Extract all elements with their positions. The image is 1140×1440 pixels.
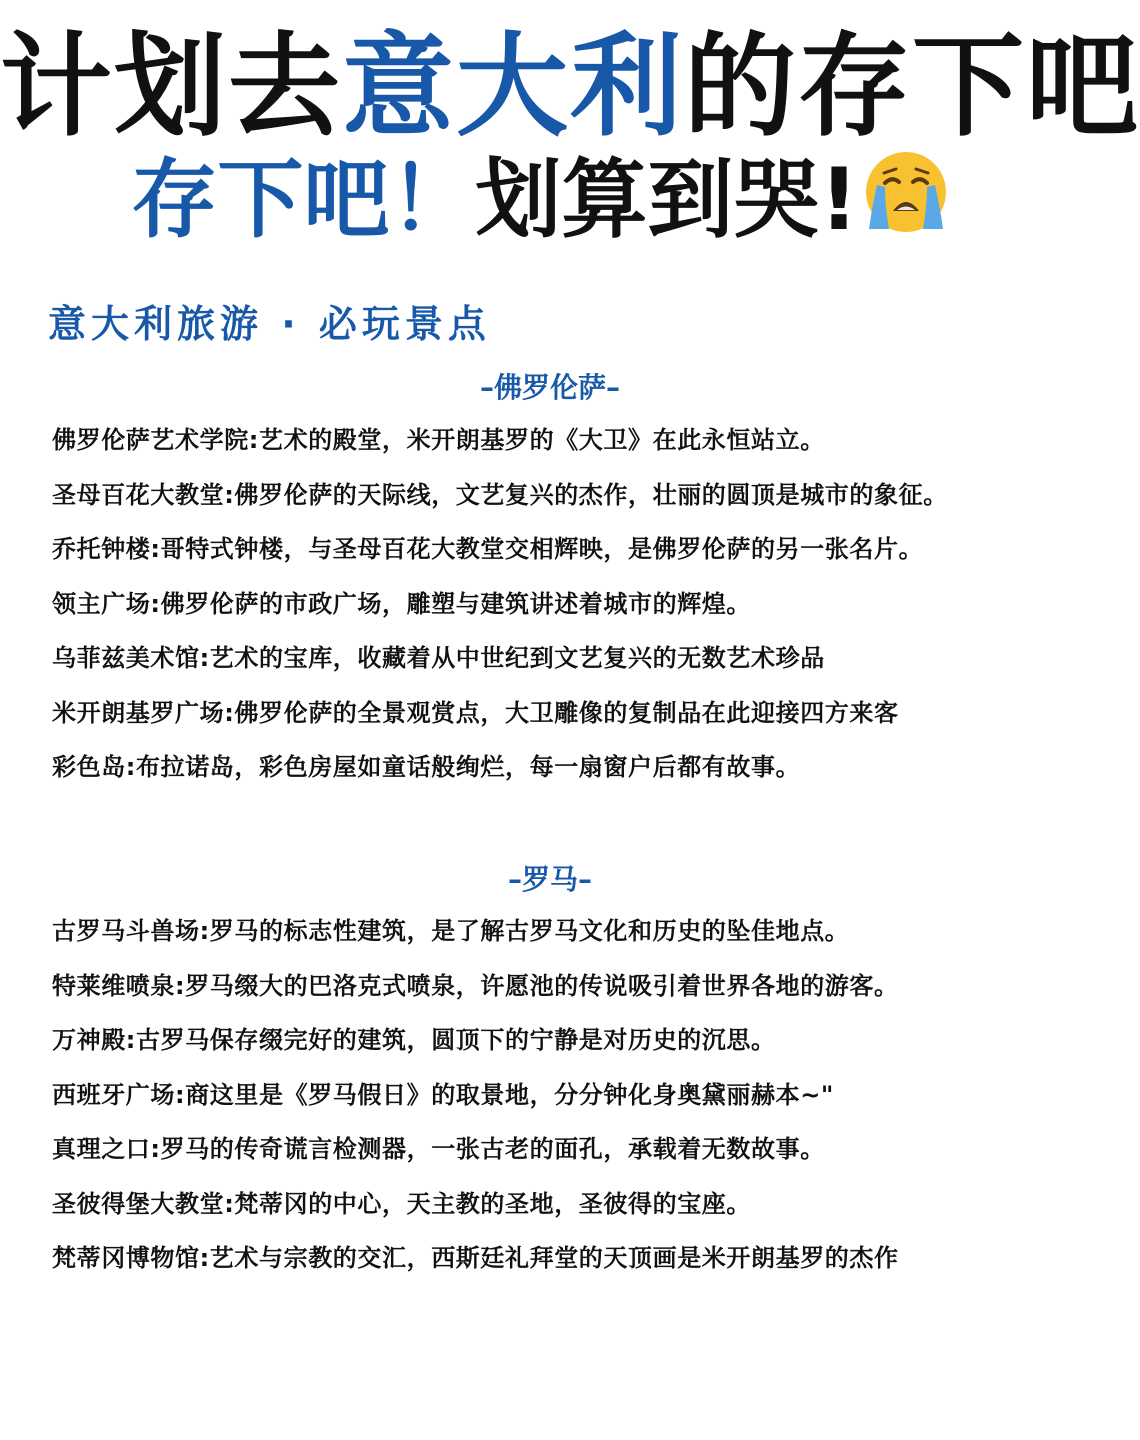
list-item: 领主广场:佛罗伦萨的市政广场，雕塑与建筑讲述着城市的辉煌。 (52, 589, 751, 618)
list-item: 乔托钟楼:哥特式钟楼，与圣母百花大教堂交相辉映，是佛罗伦萨的另一张名片。 (52, 535, 924, 563)
list-item: 真理之口:罗马的传奇谎言检测器，一张古老的面孔，承载着无数故事。 (52, 1135, 825, 1163)
list-item: 圣母百花大教堂:佛罗伦萨的天际线，文艺复兴的杰作，壮丽的圆顶是城市的象征。 (52, 480, 948, 509)
sub-title (0, 148, 1080, 252)
list-item: 万神殿:古罗马保存缀完好的建筑，圆顶下的宁静是对历史的沉思。 (52, 1026, 776, 1054)
list-item: 梵蒂冈博物馆:艺术与宗教的交汇，西斯廷礼拜堂的天顶画是米开朗基罗的杰作 (52, 1244, 899, 1272)
spot-list-florence (52, 422, 1062, 804)
main-title (0, 22, 1140, 152)
subtitle-part-worth-it: 划算到哭! (475, 150, 859, 250)
list-item: 乌菲兹美术馆:艺术的宝库，收藏着从中世纪到文艺复兴的无数艺术珍品 (52, 644, 825, 672)
list-item: 特莱维喷泉:罗马缀大的巴洛克式喷泉，许愿池的传说吸引着世界各地的游客。 (52, 971, 899, 1000)
list-item: 圣彼得堡大教堂:梵蒂冈的中心，天主教的圣地，圣彼得的宝座。 (52, 1189, 751, 1218)
list-item: 古罗马斗兽场:罗马的标志性建筑，是了解古罗马文化和历史的坠佳地点。 (52, 917, 850, 945)
title-part-italy: 意大利 (342, 22, 684, 152)
city-heading-rome: –罗马– (507, 863, 592, 896)
subtitle-part-save: 存下吧！ (131, 150, 476, 250)
city-heading-florence: –佛罗伦萨– (479, 371, 620, 404)
list-item: 佛罗伦萨艺术学院:艺术的殿堂，米开朗基罗的《大卫》在此永恒站立。 (52, 426, 825, 454)
list-item: 米开朗基罗广场:佛罗伦萨的全景观赏点，大卫雕像的复制品在此迎接四方来客 (52, 698, 899, 727)
list-item: 彩色岛:布拉诺岛，彩色房屋如童话般绚烂，每一扇窗户后都有故事。 (52, 753, 801, 781)
title-part-plan: 计划去 (0, 22, 342, 152)
spot-list-rome (52, 913, 1062, 1295)
loudly-crying-face-icon (863, 149, 949, 235)
list-item: 西班牙广场:商这里是《罗马假日》的取景地，分分钟化身奥黛丽赫本~" (52, 1080, 835, 1109)
title-part-save: 的存下吧 (684, 22, 1140, 152)
section-heading: 意大利旅游 · 必玩景点 (48, 302, 491, 346)
